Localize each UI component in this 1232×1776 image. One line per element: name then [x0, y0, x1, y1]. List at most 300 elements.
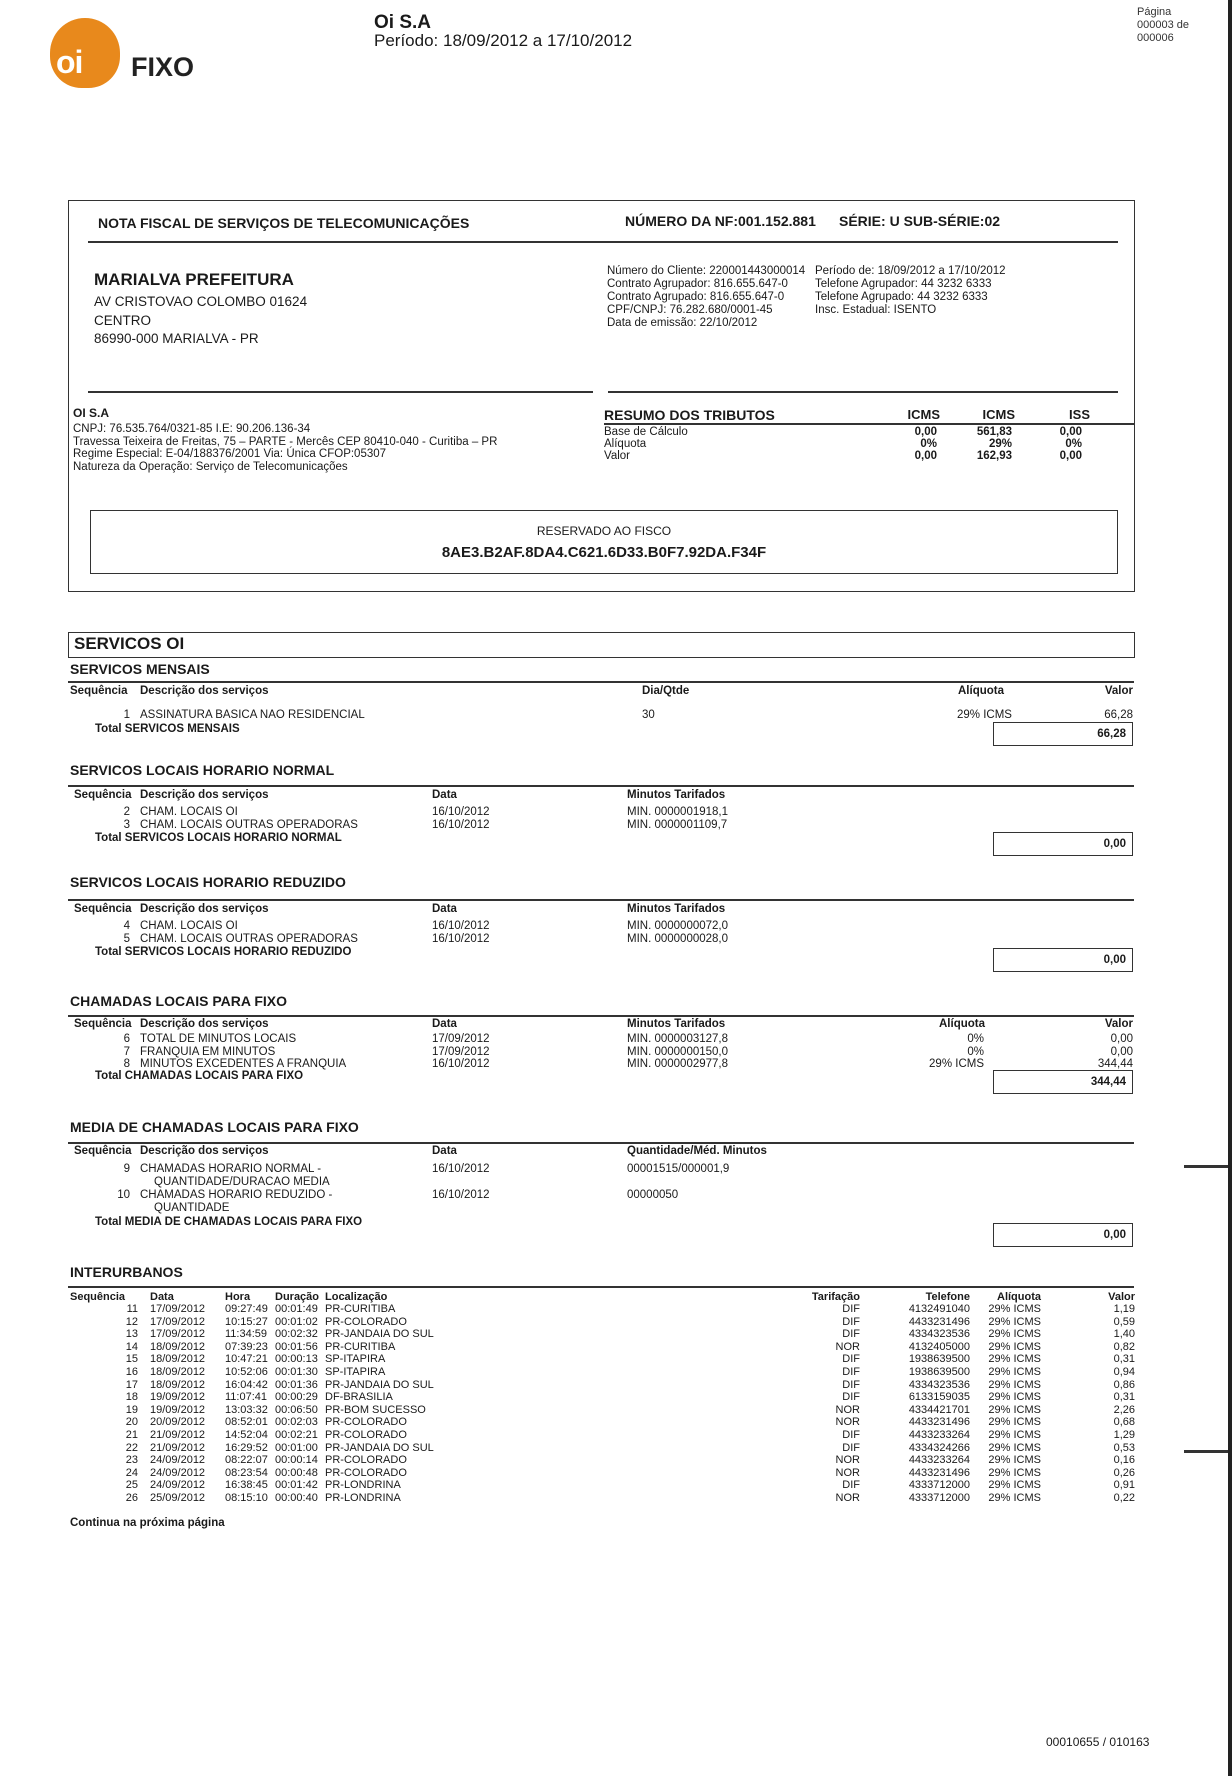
page-label: Página	[1137, 6, 1172, 18]
section-title-interurbanos: INTERURBANOS	[70, 1264, 183, 1280]
row-time: 11:34:59	[225, 1328, 268, 1341]
row-phone: 4433231496	[908, 1466, 970, 1479]
row-date: 17/09/2012	[432, 1033, 490, 1045]
rows-value	[1070, 1033, 1133, 1071]
row-value: 2,26	[1113, 1403, 1135, 1416]
row-phone: 1938639500	[908, 1353, 970, 1366]
section-title-media: MEDIA DE CHAMADAS LOCAIS PARA FIXO	[70, 1119, 359, 1135]
tax-col-icms-1: ICMS	[907, 407, 940, 422]
contract-grouped: Contrato Agrupado: 816.655.647-0	[607, 291, 785, 303]
tax-value: 561,83	[976, 426, 1012, 438]
row-duration: 00:01:49	[275, 1303, 318, 1315]
row-tariff: DIF	[842, 1328, 860, 1341]
row-rate: 29% ICMS	[988, 1391, 1041, 1404]
col-header-minutes: Minutos Tarifados	[627, 789, 726, 801]
customer-address	[94, 293, 307, 349]
total-label: Total SERVICOS LOCAIS HORARIO REDUZIDO	[95, 946, 352, 958]
billing-period: Período: 18/09/2012 a 17/10/2012	[374, 31, 633, 50]
row-rate: 29% ICMS	[929, 1058, 984, 1070]
row-desc: FRANQUIA EM MINUTOS	[140, 1045, 276, 1058]
row-date: 17/09/2012	[150, 1328, 206, 1341]
logo-text: oi	[56, 44, 83, 80]
rows-minutes	[627, 806, 728, 832]
phone-grouper: Telefone Agrupador: 44 3232 6333	[815, 278, 992, 290]
row-date: 16/10/2012	[432, 819, 490, 831]
row-desc: CHAM. LOCAIS OI	[140, 806, 238, 818]
row-tariff: NOR	[835, 1340, 860, 1353]
table-row	[70, 1366, 1135, 1379]
row-duration: 00:00:48	[275, 1466, 318, 1479]
rows-date	[432, 1033, 490, 1071]
row-phone: 6133159035	[908, 1391, 970, 1404]
divider	[68, 681, 1134, 683]
row-date: 19/09/2012	[150, 1391, 206, 1404]
row-time: 10:52:06	[225, 1365, 268, 1378]
doc-number: 00010655 / 010163	[1046, 1735, 1150, 1749]
tax-col-iss: ISS	[1069, 407, 1090, 422]
row-tariff: DIF	[842, 1391, 860, 1404]
row-date: 18/09/2012	[150, 1340, 206, 1353]
row-seq: 23	[125, 1454, 138, 1467]
client-info-right	[815, 265, 1006, 317]
row-seq: 9	[123, 1163, 130, 1175]
col-header-phone: Telefone	[925, 1290, 970, 1303]
tax-label-base: Base de Cálculo	[604, 426, 688, 438]
rows-seq	[100, 920, 130, 946]
row-desc	[140, 1163, 330, 1188]
row-rate: 29% ICMS	[988, 1328, 1041, 1341]
divider	[608, 391, 1118, 393]
table-row	[70, 1454, 1135, 1467]
row-rate: 29% ICMS	[988, 1416, 1041, 1429]
col-header-value: Valor	[1104, 685, 1133, 697]
col-header-qty: Dia/Qtde	[642, 685, 690, 697]
row-duration: 00:06:50	[275, 1403, 318, 1416]
continue-note: Continua na próxima página	[70, 1517, 225, 1529]
row-seq: 6	[123, 1033, 130, 1045]
row-seq: 13	[125, 1328, 138, 1341]
tax-col-icms-2: ICMS	[982, 407, 1015, 422]
row-seq: 3	[123, 819, 130, 831]
row-time: 07:39:23	[225, 1340, 268, 1353]
row-location: SP-ITAPIRA	[325, 1353, 386, 1366]
row-seq: 25	[125, 1479, 138, 1492]
row-seq: 15	[125, 1353, 138, 1366]
table-header-row	[70, 1290, 1135, 1303]
row-time: 11:07:41	[225, 1391, 268, 1404]
row-value: 0,16	[1113, 1454, 1135, 1467]
row-time: 08:22:07	[225, 1454, 268, 1467]
divider	[68, 1142, 1134, 1144]
row-rate: 0%	[967, 1033, 984, 1045]
divider	[88, 391, 593, 393]
row-seq: 26	[125, 1491, 138, 1504]
col-header-rate: Alíquota	[958, 685, 1004, 697]
issuer-details	[73, 423, 497, 473]
row-seq: 24	[125, 1466, 138, 1479]
col-header-seq: Sequência	[70, 1290, 126, 1303]
tax-value: 0,00	[1059, 450, 1082, 462]
row-rate: 29% ICMS	[988, 1303, 1041, 1315]
total-value: 0,00	[993, 1223, 1133, 1247]
row-duration: 00:02:21	[275, 1428, 318, 1441]
row-value: 0,68	[1113, 1416, 1135, 1429]
row-seq: 12	[125, 1315, 138, 1328]
rows-minutes	[627, 1033, 728, 1071]
row-rate: 0%	[967, 1045, 984, 1058]
row-value: 0,86	[1113, 1378, 1135, 1391]
col-header-desc: Descrição dos serviços	[140, 1018, 269, 1030]
row-location: SP-ITAPIRA	[325, 1365, 386, 1378]
issuer-name: OI S.A	[73, 406, 110, 420]
col-header-date: Data	[432, 789, 457, 801]
col-header-desc: Descrição dos serviços	[140, 1145, 269, 1157]
col-header-date: Data	[432, 903, 457, 915]
row-date: 24/09/2012	[150, 1466, 206, 1479]
row-seq: 8	[123, 1058, 130, 1070]
row-date: 18/09/2012	[150, 1365, 206, 1378]
row-value: 0,91	[1113, 1479, 1135, 1492]
row-minutes: MIN. 0000001918,1	[627, 806, 729, 818]
table-row	[70, 1404, 1135, 1417]
row-duration: 00:01:02	[275, 1315, 318, 1328]
services-title-box	[68, 632, 1135, 658]
rows-minutes	[627, 920, 728, 946]
rows-date	[432, 920, 490, 946]
row-minutes: MIN. 0000002977,8	[627, 1058, 729, 1070]
total-label: Total CHAMADAS LOCAIS PARA FIXO	[95, 1070, 304, 1082]
row-duration: 00:00:29	[275, 1391, 318, 1404]
row-phone: 4433233264	[908, 1428, 970, 1441]
row-location: PR-COLORADO	[325, 1466, 407, 1479]
section-title-mensais: SERVICOS MENSAIS	[70, 661, 210, 677]
tax-label-rate: Alíquota	[604, 438, 647, 450]
tax-value: 0%	[920, 438, 937, 450]
row-duration: 00:00:13	[275, 1353, 318, 1366]
table-row	[70, 1379, 1135, 1392]
row-tariff: NOR	[835, 1491, 860, 1504]
row-phone: 4333712000	[908, 1479, 970, 1492]
row-location: PR-JANDAIA DO SUL	[325, 1441, 434, 1454]
row-location: PR-CURITIBA	[325, 1340, 396, 1353]
tax-label-value: Valor	[604, 450, 630, 462]
tax-value: 0,00	[914, 450, 937, 462]
table-row	[70, 1429, 1135, 1442]
phone-grouped: Telefone Agrupado: 44 3232 6333	[815, 291, 988, 303]
row-minutes: MIN. 0000000028,0	[627, 933, 729, 945]
row-desc-line: QUANTIDADE	[154, 1201, 230, 1214]
row-date: 19/09/2012	[150, 1403, 206, 1416]
col-header-desc: Descrição dos serviços	[140, 685, 269, 697]
row-seq: 22	[125, 1441, 138, 1454]
fisco-box	[90, 510, 1118, 574]
tax-col-1-values	[880, 426, 937, 462]
tax-col-2-values	[955, 426, 1012, 462]
row-seq: 16	[125, 1365, 138, 1378]
row-seq: 4	[123, 920, 130, 932]
row-duration: 00:02:03	[275, 1416, 318, 1429]
row-seq: 17	[125, 1378, 138, 1391]
row-seq: 20	[125, 1416, 138, 1429]
row-date: 16/10/2012	[432, 1189, 490, 1201]
row-tariff: DIF	[842, 1353, 860, 1366]
col-header-rate: Alíquota	[997, 1290, 1041, 1303]
tax-row-labels	[604, 426, 688, 462]
row-desc: CHAM. LOCAIS OUTRAS OPERADORAS	[140, 819, 358, 831]
row-rate: 29% ICMS	[988, 1378, 1041, 1391]
row-minutes: MIN. 0000003127,8	[627, 1033, 729, 1045]
row-rate: 29% ICMS	[988, 1365, 1041, 1378]
row-date: 16/10/2012	[432, 933, 490, 945]
row-seq: 10	[117, 1189, 130, 1201]
col-header-value: Valor	[1108, 1290, 1135, 1303]
tax-value: 0,00	[914, 426, 937, 438]
city-line: 86990-000 MARIALVA - PR	[94, 331, 259, 346]
total-value: 0,00	[993, 832, 1133, 856]
row-date: 16/10/2012	[432, 806, 490, 818]
page-total: 000006	[1137, 32, 1174, 44]
tax-value: 0%	[1065, 438, 1082, 450]
rows-desc	[140, 920, 358, 946]
issuer-operation: Natureza da Operação: Serviço de Telecomunicações	[73, 460, 348, 473]
issue-date: Data de emissão: 22/10/2012	[607, 317, 758, 329]
row-seq: 14	[125, 1340, 138, 1353]
total-value: 344,44	[993, 1070, 1133, 1094]
rows-date	[432, 806, 490, 832]
total-label: Total SERVICOS LOCAIS HORARIO NORMAL	[95, 832, 342, 844]
row-tariff: DIF	[842, 1479, 860, 1492]
row-time: 16:04:42	[225, 1378, 268, 1391]
row-desc	[140, 1189, 332, 1214]
divider	[604, 423, 1134, 425]
row-time: 08:15:10	[225, 1491, 268, 1504]
row-seq: 5	[123, 933, 130, 945]
row-date: 25/09/2012	[150, 1491, 206, 1504]
col-header-time: Hora	[225, 1290, 251, 1303]
row-time: 14:52:04	[225, 1428, 268, 1441]
invoice-number: NÚMERO DA NF:001.152.881	[625, 213, 816, 229]
issuer-regime: Regime Especial: E-04/188376/2001 Via: Única CFOP:05307	[73, 448, 387, 460]
customer-name: MARIALVA PREFEITURA	[94, 270, 294, 289]
row-date: 16/10/2012	[432, 920, 490, 932]
row-duration: 00:01:36	[275, 1378, 318, 1391]
row-tariff: NOR	[835, 1466, 860, 1479]
table-row	[70, 1492, 1135, 1505]
row-phone: 4334323536	[908, 1328, 970, 1341]
row-location: PR-LONDRINA	[325, 1491, 401, 1504]
page-indicator	[1137, 6, 1189, 45]
col-header-seq: Sequência	[74, 1018, 132, 1030]
row-tariff: DIF	[842, 1365, 860, 1378]
row-rate: 29% ICMS	[988, 1491, 1041, 1504]
row-date: 24/09/2012	[150, 1454, 206, 1467]
row-rate: 29% ICMS	[988, 1315, 1041, 1328]
row-duration: 00:01:30	[275, 1365, 318, 1378]
row-date: 18/09/2012	[150, 1378, 206, 1391]
row-seq: 18	[125, 1391, 138, 1404]
row-rate: 29% ICMS	[988, 1340, 1041, 1353]
row-location: PR-COLORADO	[325, 1315, 407, 1328]
row-tariff: DIF	[842, 1315, 860, 1328]
row-duration: 00:01:00	[275, 1441, 318, 1454]
row-rate: 29% ICMS	[988, 1441, 1041, 1454]
row-value: 0,82	[1113, 1340, 1135, 1353]
table-row	[70, 1467, 1135, 1480]
row-value: 0,59	[1113, 1315, 1135, 1328]
row-duration: 00:00:40	[275, 1491, 318, 1504]
row-location: PR-COLORADO	[325, 1454, 407, 1467]
row-duration: 00:02:32	[275, 1328, 318, 1341]
issuer-address: Travessa Teixeira de Freitas, 75 – PARTE - Mercês CEP 80410-040 - Curitiba – PR	[73, 435, 498, 448]
invoice-title: NOTA FISCAL DE SERVIÇOS DE TELECOMUNICAÇÕES	[98, 215, 470, 231]
row-time: 09:27:49	[225, 1303, 268, 1315]
total-value: 66,28	[993, 722, 1133, 746]
row-time: 16:29:52	[225, 1441, 268, 1454]
row-date: 17/09/2012	[150, 1303, 206, 1315]
row-value: 0,22	[1113, 1491, 1135, 1504]
scan-mark	[1184, 1450, 1232, 1453]
row-duration: 00:01:42	[275, 1479, 318, 1492]
row-tariff: DIF	[842, 1428, 860, 1441]
table-row	[70, 1316, 1135, 1329]
col-header-seq: Sequência	[74, 789, 132, 801]
row-phone: 4334323536	[908, 1378, 970, 1391]
row-desc-line: CHAMADAS HORARIO NORMAL -	[140, 1163, 322, 1175]
row-minutes: MIN. 0000001109,7	[627, 819, 728, 831]
table-row	[70, 1391, 1135, 1404]
row-desc: ASSINATURA BASICA NAO RESIDENCIAL	[140, 709, 365, 721]
rows-desc	[140, 1033, 346, 1071]
row-tariff: NOR	[835, 1454, 860, 1467]
total-value: 0,00	[993, 948, 1133, 972]
row-date: 24/09/2012	[150, 1479, 206, 1492]
section-title-reduzido: SERVICOS LOCAIS HORARIO REDUZIDO	[70, 874, 346, 890]
table-row	[70, 1416, 1135, 1429]
row-time: 10:15:27	[225, 1315, 268, 1328]
row-time: 16:38:45	[225, 1479, 268, 1492]
company-name: Oi S.A	[374, 12, 432, 33]
rows-seq	[100, 806, 130, 832]
row-value: 1,29	[1113, 1428, 1135, 1441]
tax-value: 162,93	[976, 450, 1012, 462]
logo-product: FIXO	[131, 52, 195, 82]
row-rate: 29% ICMS	[988, 1353, 1041, 1366]
row-rate: 29% ICMS	[988, 1479, 1041, 1492]
row-value: 0,26	[1113, 1466, 1135, 1479]
row-time: 10:47:21	[225, 1353, 268, 1366]
row-value: 0,31	[1113, 1353, 1135, 1366]
row-tariff: DIF	[842, 1378, 860, 1391]
row-time: 08:23:54	[225, 1466, 268, 1479]
invoice-series: SÉRIE: U SUB-SÉRIE:02	[839, 213, 1001, 229]
row-date: 16/10/2012	[432, 1163, 490, 1175]
row-desc-line: CHAMADAS HORARIO REDUZIDO -	[140, 1189, 333, 1201]
row-phone: 4333712000	[908, 1491, 970, 1504]
fisco-code: 8AE3.B2AF.8DA4.C621.6D33.B0F7.92DA.F34F	[441, 544, 767, 561]
row-seq: 1	[123, 709, 130, 721]
row-phone: 4132491040	[908, 1303, 970, 1315]
col-header-minutes: Minutos Tarifados	[627, 1018, 726, 1030]
tax-value: 29%	[988, 438, 1012, 450]
col-header-desc: Descrição dos serviços	[140, 903, 269, 915]
row-value: 344,44	[1097, 1058, 1133, 1070]
row-value: 1,19	[1113, 1303, 1135, 1315]
row-seq: 21	[125, 1428, 138, 1441]
col-header-seq: Sequência	[74, 1145, 132, 1157]
address-line: AV CRISTOVAO COLOMBO 01624	[94, 294, 308, 309]
client-info-left	[607, 265, 805, 330]
row-rate: 29% ICMS	[988, 1428, 1041, 1441]
row-desc: TOTAL DE MINUTOS LOCAIS	[140, 1033, 297, 1045]
row-rate: 29% ICMS	[988, 1454, 1041, 1467]
col-header-duration: Duração	[275, 1290, 320, 1303]
row-tariff: DIF	[842, 1441, 860, 1454]
row-date: 21/09/2012	[150, 1428, 206, 1441]
row-seq: 11	[126, 1303, 138, 1315]
table-row	[70, 1479, 1135, 1492]
row-location: PR-BOM SUCESSO	[325, 1403, 426, 1416]
row-tariff: DIF	[842, 1303, 860, 1315]
fisco-label: RESERVADO AO FISCO	[536, 524, 672, 538]
col-header-value: Valor	[1104, 1018, 1133, 1030]
row-tariff: NOR	[835, 1416, 860, 1429]
row-date: 16/10/2012	[432, 1058, 490, 1070]
col-header-date: Data	[432, 1018, 457, 1030]
row-desc: CHAM. LOCAIS OUTRAS OPERADORAS	[140, 933, 358, 945]
row-phone: 4433233264	[908, 1454, 970, 1467]
row-location: PR-LONDRINA	[325, 1479, 401, 1492]
row-minutes: MIN. 0000000072,0	[627, 920, 729, 932]
row-qty: 30	[642, 709, 655, 721]
row-seq: 7	[123, 1045, 130, 1058]
divider	[68, 1015, 1134, 1017]
divider	[68, 899, 1134, 901]
row-value: 0,00	[1110, 1045, 1133, 1058]
services-title: SERVICOS OI	[74, 634, 185, 653]
row-location: PR-JANDAIA DO SUL	[325, 1378, 434, 1391]
issuer-cnpj: CNPJ: 76.535.764/0321-85 I.E: 90.206.136-34	[73, 423, 311, 435]
table-row	[70, 1341, 1135, 1354]
row-value: 0,94	[1113, 1365, 1135, 1378]
row-location: PR-CURITIBA	[325, 1303, 396, 1315]
row-time: 08:52:01	[225, 1416, 268, 1429]
row-seq: 2	[123, 806, 130, 818]
col-header-qty: Quantidade/Méd. Minutos	[627, 1145, 767, 1157]
row-phone: 4433231496	[908, 1315, 970, 1328]
tax-summary-title: RESUMO DOS TRIBUTOS	[604, 407, 775, 423]
row-value: 0,53	[1113, 1441, 1135, 1454]
client-number: Número do Cliente: 220001443000014	[607, 265, 806, 277]
section-title-fixo: CHAMADAS LOCAIS PARA FIXO	[70, 993, 287, 1009]
col-header-desc: Descrição dos serviços	[140, 789, 269, 801]
row-rate: 29% ICMS	[988, 1403, 1041, 1416]
row-rate: 29% ICMS	[988, 1466, 1041, 1479]
row-date: 17/09/2012	[432, 1045, 490, 1058]
row-phone: 4334324266	[908, 1441, 970, 1454]
row-minutes: MIN. 0000000150,0	[627, 1045, 729, 1058]
row-duration: 00:01:56	[275, 1340, 318, 1353]
rows-rate	[900, 1033, 984, 1071]
divider	[68, 785, 1134, 787]
section-title-normal: SERVICOS LOCAIS HORARIO NORMAL	[70, 762, 335, 778]
col-header-location: Localização	[325, 1290, 388, 1303]
table-row	[70, 1353, 1135, 1366]
table-row	[70, 1303, 1135, 1316]
row-desc-line: QUANTIDADE/DURACAO MEDIA	[154, 1175, 330, 1188]
state-registration: Insc. Estadual: ISENTO	[815, 304, 937, 316]
row-location: DF-BRASILIA	[325, 1391, 393, 1404]
row-location: PR-COLORADO	[325, 1428, 407, 1441]
